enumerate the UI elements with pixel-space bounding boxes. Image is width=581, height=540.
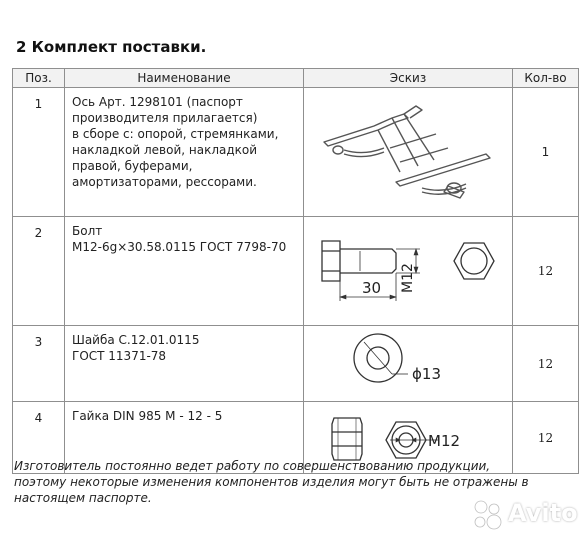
- header-name: Наименование: [65, 69, 304, 88]
- row-pos: 3: [13, 326, 65, 402]
- table-row: [13, 326, 579, 402]
- row-name: [65, 326, 304, 402]
- row-qty: 12: [513, 217, 579, 326]
- bolt-length-label: 30: [362, 279, 382, 297]
- bolt-thread-label: M12: [400, 263, 416, 293]
- name-line: накладкой левой, накладкой: [72, 143, 258, 157]
- nut-thread-label: M12: [428, 432, 461, 450]
- avito-watermark: [470, 497, 576, 533]
- axle-assembly-icon: [304, 92, 513, 212]
- name-line: М12-6g×30.58.0115 ГОСТ 7798-70: [72, 240, 287, 254]
- section-heading: 2 Комплект поставки.: [16, 38, 207, 56]
- delivery-set-table: [12, 68, 579, 474]
- name-line: правой, буферами,: [72, 159, 193, 173]
- name-line: Болт: [72, 224, 103, 238]
- row-qty: 12: [513, 402, 579, 474]
- row-sketch: [304, 326, 513, 402]
- table-header-row: [13, 69, 579, 88]
- row-qty: 1: [513, 88, 579, 217]
- washer-diameter-label: ϕ13: [412, 365, 441, 383]
- name-line: производителя прилагается): [72, 111, 258, 125]
- row-pos: 2: [13, 217, 65, 326]
- row-sketch: [304, 217, 513, 326]
- name-line: Гайка DIN 985 M - 12 - 5: [72, 409, 223, 423]
- name-line: ГОСТ 11371-78: [72, 349, 167, 363]
- table-row: [13, 217, 579, 326]
- note-line: поэтому некоторые изменения компонентов изделия могут быть не отражены в: [14, 475, 529, 489]
- avito-logo-icon: [470, 497, 506, 533]
- header-sketch: Эскиз: [304, 69, 513, 88]
- row-name: [65, 88, 304, 217]
- name-line: Шайба С.12.01.0115: [72, 333, 200, 347]
- row-pos: 1: [13, 88, 65, 217]
- row-qty: 12: [513, 326, 579, 402]
- row-sketch: [304, 88, 513, 217]
- name-line: амортизаторами, рессорами.: [72, 175, 257, 189]
- watermark-text: Avito: [508, 499, 578, 527]
- name-line: Ось Арт. 1298101 (паспорт: [72, 95, 243, 109]
- header-pos: Поз.: [13, 69, 65, 88]
- row-pos: 4: [13, 402, 65, 474]
- name-line: в сборе с: опорой, стремянками,: [72, 127, 279, 141]
- bolt-icon: [304, 221, 513, 321]
- header-qty: Кол-во: [513, 69, 579, 88]
- row-name: [65, 217, 304, 326]
- note-line: Изготовитель постоянно ведет работу по совершенствованию продукции,: [14, 459, 491, 473]
- note-line: настоящем паспорте.: [14, 491, 152, 505]
- table-row: [13, 88, 579, 217]
- washer-icon: [304, 330, 513, 397]
